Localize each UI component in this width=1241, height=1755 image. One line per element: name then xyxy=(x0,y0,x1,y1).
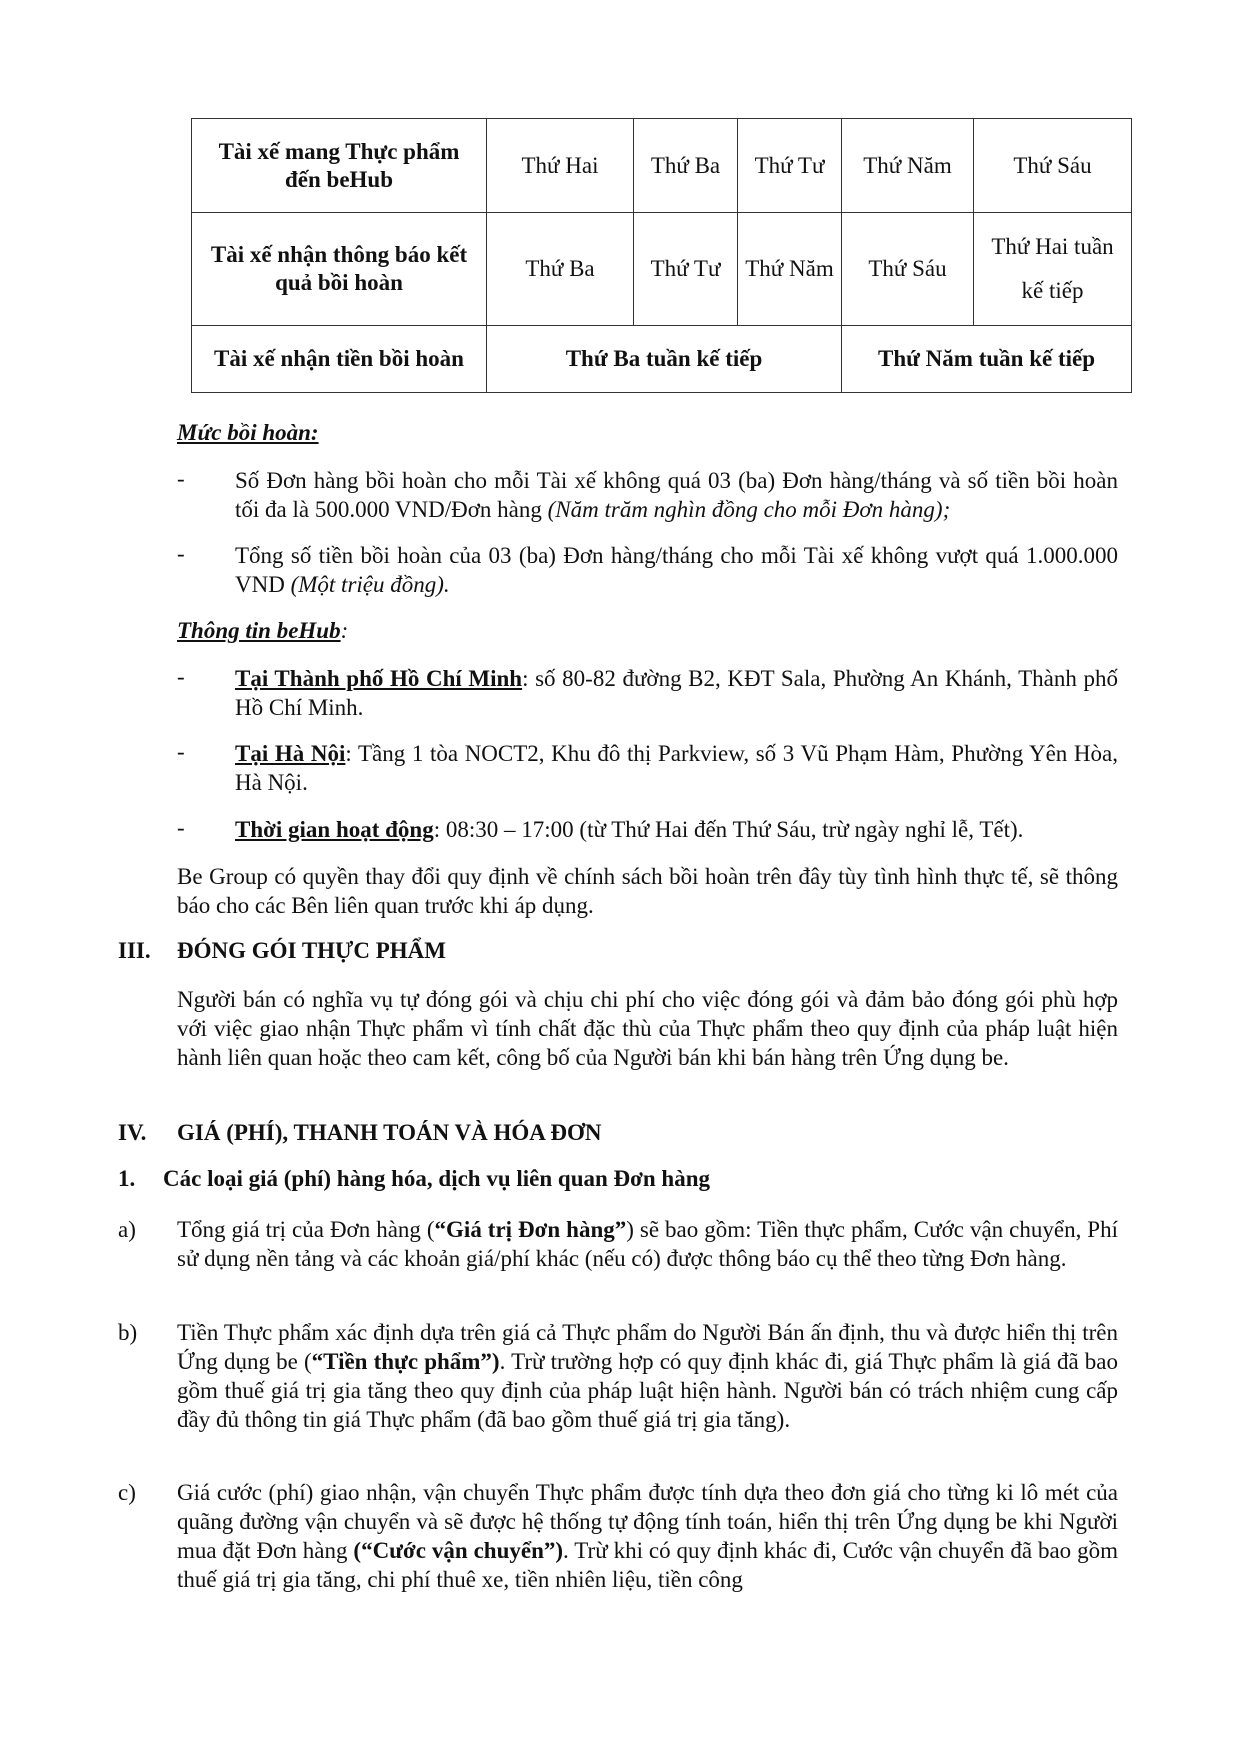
list-item-text: : 08:30 – 17:00 (từ Thứ Hai đến Thứ Sáu, trừ ngày nghỉ lễ, Tết). xyxy=(433,817,1024,842)
list-item: Giá cước (phí) giao nhận, vận chuyển Thực phẩm được tính dựa theo đơn giá cho từng ki lô mét của quãng đường vận chuyển và sẽ được hệ thống tự động tính toán, hiển thị trên Ứng dụng be khi Người mua đặt Đơn hàng (“Cước vận chuyển”). Trừ khi có quy định khác đi, Cước vận chuyển đã bao gồm thuế giá trị gia tăng, chi phí thuê xe, tiền nhiên liệu, tiền công xyxy=(177,1480,1118,1592)
list-item xyxy=(235,815,1118,844)
table-cell: Thứ Năm xyxy=(738,213,842,326)
list-item-text: Tổng số tiền bồi hoàn của 03 (ba) Đơn hàng/tháng cho mỗi Tài xế không vượt quá 1.000.000 VND xyxy=(235,543,1118,597)
list-item xyxy=(235,664,1118,722)
table-cell: Thứ Năm xyxy=(842,119,974,213)
bullet-dash: - xyxy=(177,466,185,491)
row-label: Tài xế mang Thực phẩm đến beHub xyxy=(192,119,487,213)
behub-heading: Thông tin beHub: xyxy=(177,618,349,643)
row-label: Tài xế nhận thông báo kết quả bồi hoàn xyxy=(192,213,487,326)
table-cell: Thứ Tư xyxy=(634,213,738,326)
list-item-label: Tại Thành phố Hồ Chí Minh xyxy=(235,666,523,691)
table-cell: Thứ Sáu xyxy=(974,119,1132,213)
row-label: Tài xế nhận tiền bồi hoàn xyxy=(192,326,487,393)
bullet-dash: - xyxy=(177,541,185,566)
table-cell: Thứ Hai xyxy=(487,119,634,213)
subsection-number: 1. xyxy=(118,1166,136,1191)
table-row xyxy=(192,213,1132,326)
list-item-text: : Tầng 1 tòa NOCT2, Khu đô thị Parkview, số 3 Vũ Phạm Hàm, Phường Yên Hòa, Hà Nội. xyxy=(235,741,1118,795)
subsection-title: Các loại giá (phí) hàng hóa, dịch vụ liên quan Đơn hàng xyxy=(163,1166,711,1191)
table-cell: Thứ Ba tuần kế tiếp xyxy=(487,326,842,393)
item-marker: b) xyxy=(118,1320,138,1345)
list-item-text: Số Đơn hàng bồi hoàn cho mỗi Tài xế không quá 03 (ba) Đơn hàng/tháng và số tiền bồi hoàn tối đa là 500.000 VND/Đơn hàng xyxy=(235,468,1118,522)
table-row xyxy=(192,326,1132,393)
table-cell: Thứ Ba xyxy=(487,213,634,326)
behub-note: Be Group có quyền thay đổi quy định về chính sách bồi hoàn trên đây tùy tình hình thực tế, sẽ thông báo cho các Bên liên quan trước khi áp dụng. xyxy=(177,864,1118,918)
item-marker: c) xyxy=(118,1480,136,1505)
section-body: Người bán có nghĩa vụ tự đóng gói và chịu chi phí cho việc đóng gói và đảm bảo đóng gói phù hợp với việc giao nhận Thực phẩm vì tính chất đặc thù của Thực phẩm theo quy định của pháp luật hiện hành liên quan hoặc theo cam kết, công bố của Người bán khi bán hàng trên Ứng dụng be. xyxy=(177,987,1118,1070)
section-title: GIÁ (PHÍ), THANH TOÁN VÀ HÓA ĐƠN xyxy=(177,1120,602,1145)
table-row xyxy=(192,119,1132,213)
list-item-text: : số 80-82 đường B2, KĐT Sala, Phường An Khánh, Thành phố Hồ Chí Minh. xyxy=(235,666,1118,720)
list-item: Tiền Thực phẩm xác định dựa trên giá cả Thực phẩm do Người Bán ấn định, thu và được hiển thị trên Ứng dụng be (“Tiền thực phẩm”). Trừ trường hợp có quy định khác đi, giá Thực phẩm là giá đã bao gồm thuế giá trị gia tăng theo quy định của pháp luật hiện hành. Người bán có trách nhiệm cung cấp đầy đủ thông tin giá Thực phẩm (đã bao gồm thuế giá trị gia tăng). xyxy=(177,1320,1118,1432)
list-item xyxy=(235,541,1118,599)
section-number: IV. xyxy=(118,1120,147,1145)
bullet-dash: - xyxy=(177,815,185,840)
reimbursement-schedule-table xyxy=(191,118,1132,393)
table-cell: Thứ Hai tuần kế tiếp xyxy=(974,213,1132,326)
table-cell: Thứ Ba xyxy=(634,119,738,213)
bullet-dash: - xyxy=(177,739,185,764)
item-marker: a) xyxy=(118,1217,136,1242)
muc-boi-hoan-heading: Mức bồi hoàn: xyxy=(177,420,319,445)
list-item-italic: (Một triệu đồng). xyxy=(290,572,450,597)
list-item xyxy=(235,466,1118,524)
list-item-label: Tại Hà Nội xyxy=(235,741,346,766)
list-item-italic: (Năm trăm nghìn đồng cho mỗi Đơn hàng); xyxy=(547,497,951,522)
table-cell: Thứ Năm tuần kế tiếp xyxy=(842,326,1132,393)
list-item-label: Thời gian hoạt động xyxy=(235,817,434,842)
section-title: ĐÓNG GÓI THỰC PHẨM xyxy=(177,938,446,963)
table-cell: Thứ Tư xyxy=(738,119,842,213)
bullet-dash: - xyxy=(177,664,185,689)
list-item xyxy=(235,739,1118,797)
table-cell: Thứ Sáu xyxy=(842,213,974,326)
list-item: Tổng giá trị của Đơn hàng (“Giá trị Đơn hàng”) sẽ bao gồm: Tiền thực phẩm, Cước vận chuyển, Phí sử dụng nền tảng và các khoản giá/phí khác (nếu có) được thông báo cụ thể theo từng Đơn hàng. xyxy=(177,1217,1118,1271)
section-number: III. xyxy=(118,938,151,963)
